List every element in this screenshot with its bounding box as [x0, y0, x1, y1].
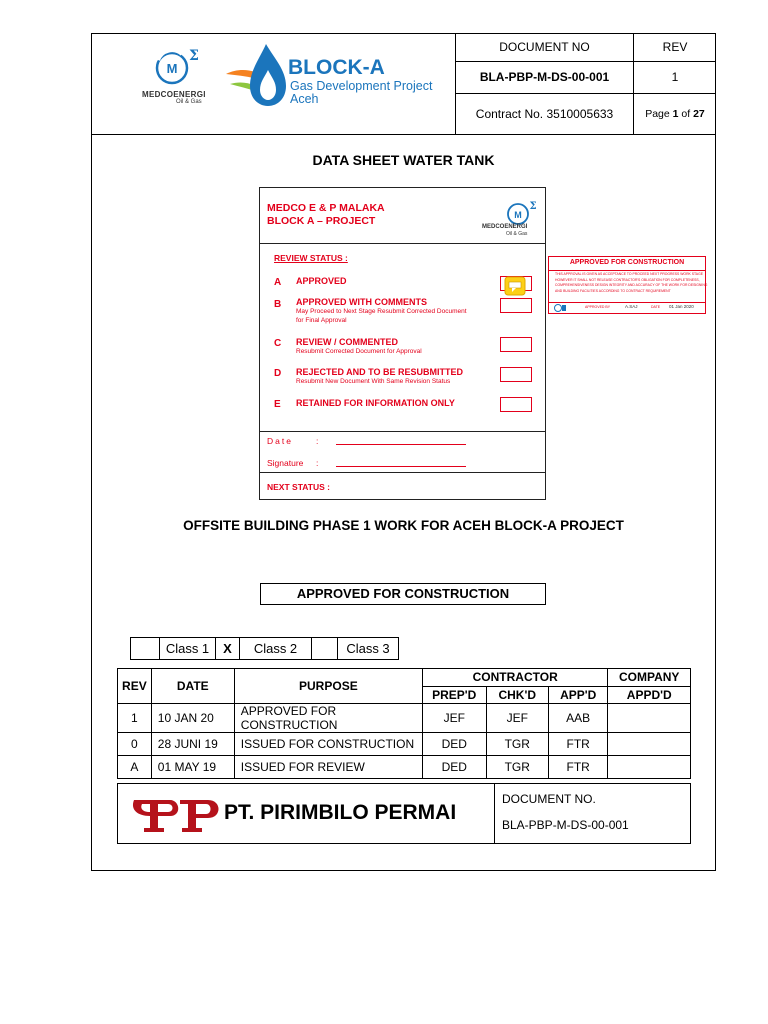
date-label: Date: [267, 436, 293, 446]
row-app: FTR: [548, 756, 607, 779]
option-b-note: May Proceed to Next Stage Resubmit Corrected Document: [296, 308, 467, 315]
row-date: 01 MAY 19: [151, 756, 234, 779]
row-company: [608, 733, 691, 756]
option-a-letter: A: [274, 277, 282, 288]
row-rev: A: [118, 756, 152, 779]
row-date: 28 JUNI 19: [151, 733, 234, 756]
row-purpose: ISSUED FOR CONSTRUCTION: [234, 733, 422, 756]
medco-name: MEDCOENERGI: [142, 90, 206, 99]
header-info-grid: [455, 33, 716, 135]
afc-logo-icon: [553, 303, 567, 313]
page-number: [633, 93, 716, 135]
row-chk: JEF: [486, 704, 548, 733]
signature-label: Signature: [267, 458, 304, 468]
approved-by-label: APPROVED BY: [585, 305, 611, 309]
option-c-letter: C: [274, 338, 282, 349]
doc-no-value: BLA-PBP-M-DS-00-001: [455, 61, 633, 93]
option-d-checkbox[interactable]: [500, 367, 532, 382]
prepd-header: PREP'D: [422, 686, 486, 704]
option-e-letter: E: [274, 399, 281, 410]
stamp-logo-name: MEDCOENERGI: [482, 224, 528, 230]
review-stamp: [259, 187, 546, 500]
option-d-label: REJECTED AND TO BE RESUBMITTED: [296, 367, 464, 377]
afc-stamp-text-2: HOWEVER IT SHALL NOT RELEASE CONTRACTOR'S OBLIGATION FOR COMPLETENESS,: [555, 277, 700, 282]
class-1-label: Class 1: [159, 638, 215, 659]
page-num: 1: [672, 108, 679, 120]
option-c-label: REVIEW / COMMENTED: [296, 337, 399, 347]
flame-drop-icon: [222, 40, 292, 120]
approver-name: A.SAJ: [625, 304, 638, 309]
doc-no-label: DOCUMENT NO: [455, 33, 633, 61]
class-1-checkbox[interactable]: [131, 638, 159, 659]
row-purpose: APPROVED FOR CONSTRUCTION: [234, 704, 422, 733]
stamp-company-2: BLOCK A – PROJECT: [267, 215, 376, 227]
class-3-checkbox[interactable]: [311, 638, 337, 659]
medco-logo: [142, 44, 208, 114]
row-prep: DED: [422, 733, 486, 756]
option-b-letter: B: [274, 299, 282, 310]
footer-doc-label: DOCUMENT NO.: [502, 792, 596, 806]
row-company: [608, 756, 691, 779]
date-colon: :: [316, 436, 319, 446]
rev-label: REV: [633, 33, 716, 61]
revision-table: [117, 668, 691, 779]
pirimbilo-logo-icon: [130, 794, 222, 834]
class-2-label: Class 2: [239, 638, 311, 659]
table-row: [118, 733, 691, 756]
signature-field[interactable]: [336, 466, 466, 467]
svg-text:M: M: [166, 61, 178, 76]
medco-sub: Oil & Gas: [176, 99, 202, 105]
afc-stamp-text-1: THIS APPROVAL IS GIVEN AS ACCEPTANCE TO PROCEED NEXT PROGRESS WORK STAGE: [555, 272, 703, 276]
svg-text:Σ: Σ: [189, 48, 199, 64]
page-prefix: Page: [645, 108, 673, 120]
row-purpose: ISSUED FOR REVIEW: [234, 756, 422, 779]
table-row: [118, 756, 691, 779]
medco-emblem-icon: [148, 44, 208, 88]
date-field[interactable]: [336, 444, 466, 445]
footer-company-name: PT. PIRIMBILO PERMAI: [224, 801, 457, 824]
block-a-sub1: Gas Development Project: [290, 79, 433, 93]
page-of: of: [678, 108, 694, 120]
table-row: [118, 704, 691, 733]
row-app: FTR: [548, 733, 607, 756]
row-chk: TGR: [486, 733, 548, 756]
class-selector: [130, 637, 399, 660]
option-c-note: Resubmit Corrected Document for Approval: [296, 348, 422, 355]
document-title: DATA SHEET WATER TANK: [312, 152, 495, 168]
option-d-note: Resubmit New Document With Same Revision Status: [296, 378, 451, 385]
block-a-logo: [222, 40, 452, 120]
svg-text:M: M: [514, 210, 522, 220]
row-company: [608, 704, 691, 733]
svg-text:Σ: Σ: [529, 201, 537, 212]
rev-header: REV: [118, 669, 152, 704]
row-prep: JEF: [422, 704, 486, 733]
rev-value: 1: [633, 61, 716, 93]
row-chk: TGR: [486, 756, 548, 779]
afc-stamp: [548, 256, 706, 314]
option-b-note-2: for Final Approval: [296, 317, 347, 324]
option-b-checkbox[interactable]: [500, 298, 532, 313]
row-date: 10 JAN 20: [151, 704, 234, 733]
afc-stamp-title: APPROVED FOR CONSTRUCTION: [569, 259, 685, 266]
footer-doc-no: BLA-PBP-M-DS-00-001: [502, 818, 629, 832]
signature-colon: :: [316, 458, 319, 468]
contract-no: Contract No. 3510005633: [455, 93, 633, 135]
afc-stamp-text-4: AND BUILDING FACILITIES ACCORDING TO CONTRACT REQUIREMENT: [555, 288, 671, 293]
purpose-header: PURPOSE: [234, 669, 422, 704]
project-subtitle: OFFSITE BUILDING PHASE 1 WORK FOR ACEH BLOCK-A PROJECT: [183, 518, 624, 533]
contractor-header: CONTRACTOR: [422, 669, 607, 687]
option-b-label: APPROVED WITH COMMENTS: [296, 297, 428, 307]
block-a-sub2: Aceh: [290, 92, 319, 106]
class-3-label: Class 3: [337, 638, 398, 659]
afc-date-value: 01 Jan 2020: [669, 304, 694, 309]
row-rev: 1: [118, 704, 152, 733]
review-status-label: REVIEW STATUS :: [274, 253, 348, 263]
stamp-logo-sub: Oil & Gas: [506, 231, 528, 237]
row-app: AAB: [548, 704, 607, 733]
appd-header: APP'D: [548, 686, 607, 704]
afc-date-label: DATE: [651, 305, 661, 309]
page-total: 27: [693, 108, 705, 120]
stamp-company-1: MEDCO E & P MALAKA: [267, 202, 385, 214]
chkd-header: CHK'D: [486, 686, 548, 704]
afc-stamp-text: [555, 272, 707, 294]
option-e-checkbox[interactable]: [500, 397, 532, 412]
company-header: COMPANY: [608, 669, 691, 687]
sticky-note-icon[interactable]: [504, 276, 526, 296]
block-a-title: BLOCK-A: [288, 56, 385, 79]
option-a-label: APPROVED: [296, 276, 347, 286]
footer-box: [117, 783, 691, 844]
next-status-label: NEXT STATUS :: [267, 482, 330, 492]
company-appd-header: APPD'D: [608, 686, 691, 704]
option-c-checkbox[interactable]: [500, 337, 532, 352]
option-d-letter: D: [274, 368, 282, 379]
option-e-label: RETAINED FOR INFORMATION ONLY: [296, 398, 455, 408]
row-rev: 0: [118, 733, 152, 756]
class-2-checkbox[interactable]: X: [215, 638, 239, 659]
row-prep: DED: [422, 756, 486, 779]
date-header: DATE: [151, 669, 234, 704]
afc-stamp-text-3: COMPREHENSIVENESS DESIGN INTEGRITY AND ACCURACY OF THE WORK FOR DESIGNING: [555, 283, 708, 287]
approved-for-construction-banner: APPROVED FOR CONSTRUCTION: [260, 583, 546, 605]
